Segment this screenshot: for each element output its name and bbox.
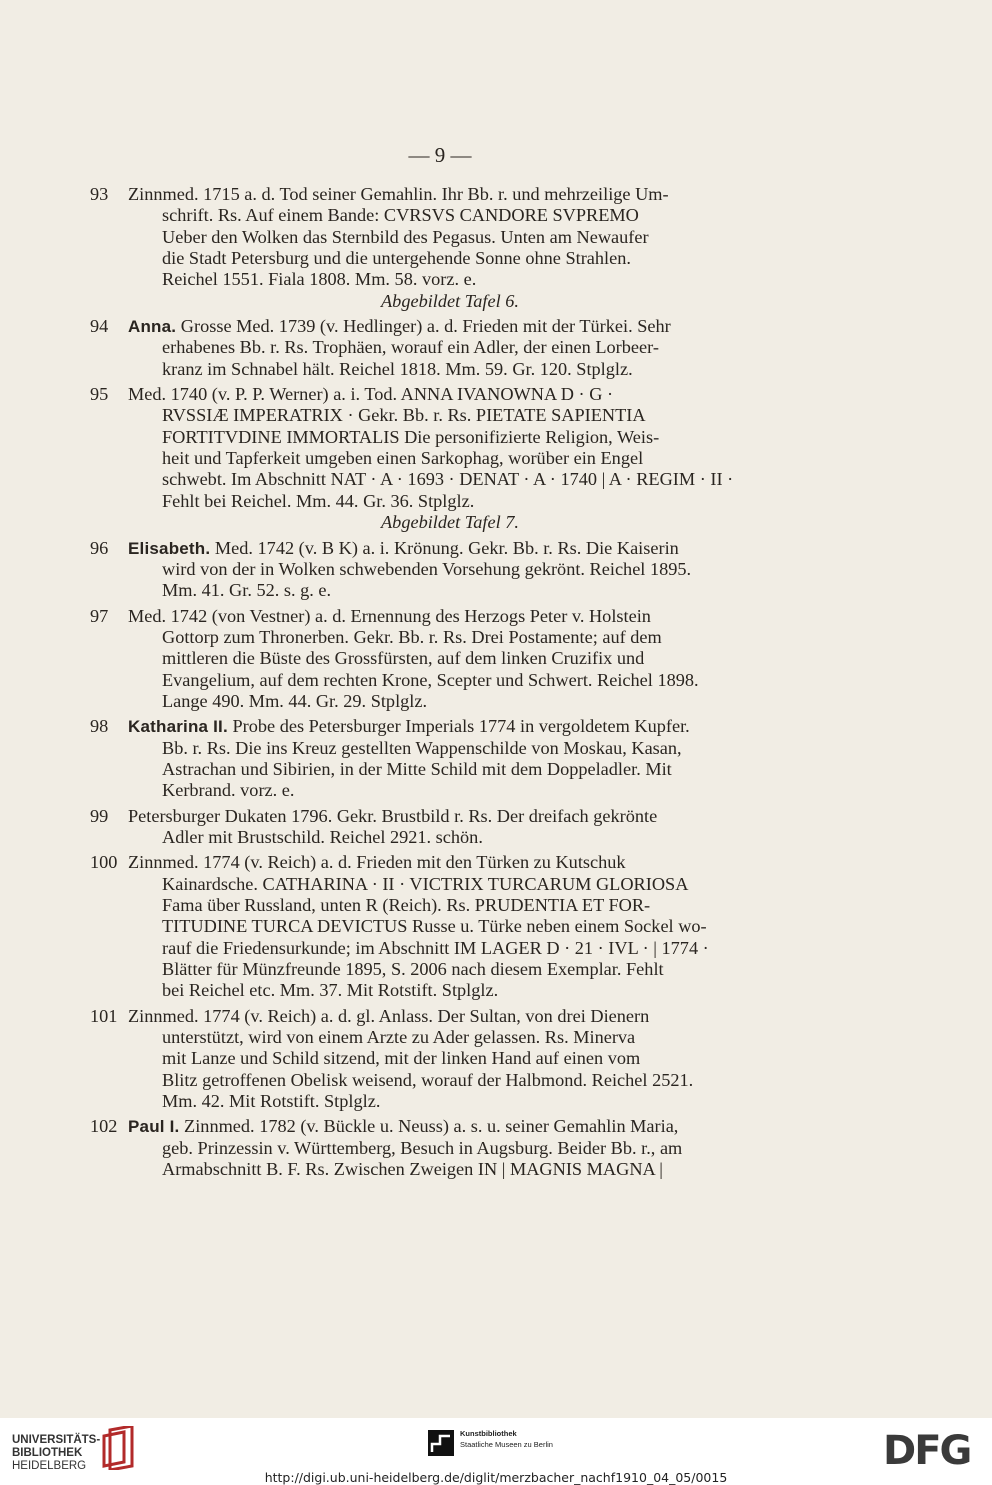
entry-line — [128, 606, 802, 627]
catalog-entry — [90, 1006, 802, 1113]
entry-line — [128, 916, 802, 937]
entry-line — [128, 1006, 802, 1027]
entry-line — [128, 1116, 802, 1137]
entry-line — [128, 538, 802, 559]
kunstbibliothek-label — [460, 1428, 553, 1450]
line-text: schrift. Rs. Auf einem Bande: CVRSVS CANDORE SVPREMO — [162, 205, 639, 226]
entry-line — [128, 448, 802, 469]
entry-line — [128, 874, 802, 895]
catalog-entry — [90, 184, 802, 312]
kunstbibliothek-logo-icon[interactable] — [428, 1430, 454, 1456]
ruler-name: Anna. — [128, 317, 177, 337]
entry-text — [128, 852, 802, 1001]
line-text: Zinnmed. 1774 (v. Reich) a. d. gl. Anlass. Der Sultan, von drei Dienern — [128, 1005, 650, 1026]
line-text: Adler mit Brustschild. Reichel 2921. schön. — [162, 826, 483, 847]
entry-line — [128, 580, 802, 601]
entry-line — [128, 469, 802, 490]
entry-line — [128, 827, 802, 848]
kb-line-1: Kunstbibliothek — [460, 1429, 517, 1438]
entry-line — [128, 691, 802, 712]
catalog-entry — [90, 852, 802, 1001]
entry-text — [128, 184, 802, 312]
entry-line — [128, 1159, 802, 1180]
entry-line — [128, 427, 802, 448]
entry-line — [128, 1091, 802, 1112]
line-text: Petersburger Dukaten 1796. Gekr. Brustbild r. Rs. Der dreifach gekrönte — [128, 805, 658, 826]
line-text: bei Reichel etc. Mm. 37. Mit Rotstift. Stplglz. — [162, 980, 499, 1001]
line-text: mittleren die Büste des Grossfürsten, auf dem linken Cruzifix und — [162, 648, 645, 669]
entry-line — [128, 938, 802, 959]
catalog-entry — [90, 1116, 802, 1180]
entry-line — [128, 248, 802, 269]
entry-line — [128, 491, 802, 512]
entry-line — [128, 648, 802, 669]
line-text: Fehlt bei Reichel. Mm. 44. Gr. 36. Stplglz. — [162, 490, 475, 511]
catalog-entry — [90, 316, 802, 380]
line-text: Med. 1742 (v. B K) a. i. Krönung. Gekr. Bb. r. Rs. Die Kaiserin — [210, 537, 679, 558]
line-text: Kerbrand. vorz. e. — [162, 780, 295, 801]
line-text: FORTITVDINE IMMORTALIS Die personifizierte Religion, Weis- — [162, 426, 660, 447]
line-text: geb. Prinzessin v. Württemberg, Besuch in Augsburg. Beider Bb. r., am — [162, 1137, 683, 1158]
line-text: mit Lanze und Schild sitzend, mit der linken Hand auf einen vom — [162, 1048, 641, 1069]
entry-number: 98 — [90, 716, 109, 737]
entry-line — [128, 627, 802, 648]
entry-line — [128, 559, 802, 580]
line-text: Evangelium, auf dem rechten Krone, Scepter und Schwert. Reichel 1898. — [162, 669, 699, 690]
entry-line — [128, 895, 802, 916]
entry-line — [128, 1138, 802, 1159]
line-text: unterstützt, wird von einem Arzte zu Ader gelassen. Rs. Minerva — [162, 1027, 636, 1048]
line-text: die Stadt Petersburg und die untergehende Sonne ohne Strahlen. — [162, 248, 631, 269]
line-text: erhabenes Bb. r. Rs. Trophäen, worauf ein Adler, der einen Lorbeer- — [162, 337, 659, 358]
line-text: Fama über Russland, unten R (Reich). Rs. PRUDENTIA ET FOR- — [162, 895, 651, 915]
line-text: Gottorp zum Thronerben. Gekr. Bb. r. Rs. Drei Postamente; auf dem — [162, 626, 662, 647]
entry-line — [128, 184, 802, 205]
entry-text — [128, 384, 802, 533]
line-text: Blätter für Münzfreunde 1895, S. 2006 nach diesem Exemplar. Fehlt — [162, 959, 664, 980]
entry-line — [128, 780, 802, 801]
entry-line — [128, 1070, 802, 1091]
entry-number: 93 — [90, 184, 109, 204]
line-text: Zinnmed. 1715 a. d. Tod seiner Gemahlin. Ihr Bb. r. und mehrzeilige Um- — [128, 184, 669, 204]
university-line-3: HEIDELBERG — [12, 1460, 87, 1472]
line-text: Bb. r. Rs. Die ins Kreuz gestellten Wappenschilde von Moskau, Kasan, — [162, 737, 682, 758]
line-text: Mm. 41. Gr. 52. s. g. e. — [162, 580, 332, 601]
line-text: kranz im Schnabel hält. Reichel 1818. Mm. 59. Gr. 120. Stplglz. — [162, 358, 633, 379]
ruler-name: Paul I. — [128, 1117, 180, 1137]
entry-text — [128, 1116, 802, 1180]
entry-line — [128, 980, 802, 1001]
entry-line — [128, 316, 802, 337]
line-text: Blitz getroffenen Obelisk weisend, worauf der Halbmond. Reichel 2521. — [162, 1069, 694, 1090]
line-text: RVSSIÆ IMPERATRIX · Gekr. Bb. r. Rs. PIETATE SAPIENTIA — [162, 405, 646, 426]
line-text: Lange 490. Mm. 44. Gr. 29. Stplglz. — [162, 690, 428, 711]
dfg-logo[interactable]: DFG — [883, 1428, 971, 1474]
line-text: schwebt. Im Abschnitt NAT · A · 1693 · DENAT · A · 1740 | A · REGIM · II · — [162, 469, 734, 490]
entry-number: 100 — [90, 852, 118, 873]
entry-line — [128, 227, 802, 248]
entry-number: 102 — [90, 1116, 118, 1137]
entry-number: 99 — [90, 805, 109, 826]
entry-line — [128, 806, 802, 827]
line-text: Med. 1740 (v. P. P. Werner) a. i. Tod. ANNA IVANOWNA D · G · — [128, 384, 614, 405]
line-text: Probe des Petersburger Imperials 1774 in vergoldetem Kupfer. — [227, 716, 690, 737]
line-text: Grosse Med. 1739 (v. Hedlinger) a. d. Frieden mit der Türkei. Sehr — [176, 316, 671, 337]
page-number: — 9 — — [408, 143, 472, 167]
kb-line-2: Staatliche Museen zu Berlin — [460, 1440, 553, 1449]
entry-text — [128, 316, 802, 380]
entry-line — [128, 269, 802, 290]
entry-number: 97 — [90, 605, 109, 626]
university-library-label[interactable] — [12, 1434, 100, 1473]
ruler-name: Elisabeth. — [128, 538, 211, 558]
line-text: Kainardsche. CATHARINA · II · VICTRIX TURCARUM GLORIOSA — [162, 873, 689, 894]
entry-text — [128, 1006, 802, 1113]
entry-line — [128, 1027, 802, 1048]
catalog-entry — [90, 606, 802, 713]
entry-line — [128, 384, 802, 405]
ruler-name: Katharina II. — [128, 717, 228, 737]
entry-line — [128, 716, 802, 737]
line-text: Med. 1742 (von Vestner) a. d. Ernennung des Herzogs Peter v. Holstein — [128, 605, 651, 626]
line-text: Zinnmed. 1782 (v. Bückle u. Neuss) a. s. u. seiner Gemahlin Maria, — [179, 1116, 679, 1137]
line-text: wird von der in Wolken schwebenden Vorsehung gekrönt. Reichel 1895. — [162, 558, 692, 579]
catalog-entry — [90, 806, 802, 849]
university-logo-icon[interactable] — [102, 1426, 136, 1470]
entry-text — [128, 606, 802, 713]
source-url[interactable]: http://digi.ub.uni-heidelberg.de/diglit/merzbacher_nachf1910_04_05/0015 — [264, 1470, 728, 1485]
line-text: Armabschnitt B. F. Rs. Zwischen Zweigen IN | MAGNIS MAGNA | — [162, 1159, 663, 1180]
catalog-entries — [90, 184, 802, 1184]
catalog-entry — [90, 384, 802, 533]
entry-line — [128, 359, 802, 380]
entry-line — [128, 959, 802, 980]
university-line-1: UNIVERSITÄTS- — [12, 1434, 101, 1446]
entry-line — [128, 337, 802, 358]
catalog-entry — [90, 538, 802, 602]
line-text: Astrachan und Sibirien, in der Mitte Schild mit dem Doppeladler. Mit — [162, 758, 672, 779]
entry-line — [128, 852, 802, 873]
entry-line — [128, 759, 802, 780]
line-text: Mm. 42. Mit Rotstift. Stplglz. — [162, 1091, 381, 1112]
entry-number: 95 — [90, 384, 109, 405]
plate-reference: Abgebildet Tafel 6. — [381, 290, 519, 311]
line-text: TITUDINE TURCA DEVICTUS Russe u. Türke neben einem Sockel wo- — [162, 916, 707, 937]
university-line-2: BIBLIOTHEK — [12, 1447, 83, 1459]
plate-reference: Abgebildet Tafel 7. — [381, 512, 519, 533]
entry-text — [128, 538, 802, 602]
entry-number: 94 — [90, 316, 109, 337]
catalog-entry — [90, 716, 802, 801]
entry-number: 96 — [90, 537, 109, 558]
entry-line — [128, 1048, 802, 1069]
line-text: heit und Tapferkeit umgeben einen Sarkophag, worüber ein Engel — [162, 448, 644, 469]
line-text: rauf die Friedensurkunde; im Abschnitt IM LAGER D · 21 · IVL · | 1774 · — [162, 937, 709, 958]
entry-line — [128, 738, 802, 759]
line-text: Zinnmed. 1774 (v. Reich) a. d. Frieden mit den Türken zu Kutschuk — [128, 852, 626, 873]
entry-line — [128, 205, 802, 226]
line-text: Ueber den Wolken das Sternbild des Pegasus. Unten am Newaufer — [162, 226, 649, 247]
footer — [0, 1418, 992, 1485]
entry-line — [128, 670, 802, 691]
entry-number: 101 — [90, 1005, 118, 1026]
entry-text — [128, 716, 802, 801]
entry-text — [128, 806, 802, 849]
line-text: Reichel 1551. Fiala 1808. Mm. 58. vorz. e. — [162, 269, 477, 290]
entry-line — [128, 405, 802, 426]
